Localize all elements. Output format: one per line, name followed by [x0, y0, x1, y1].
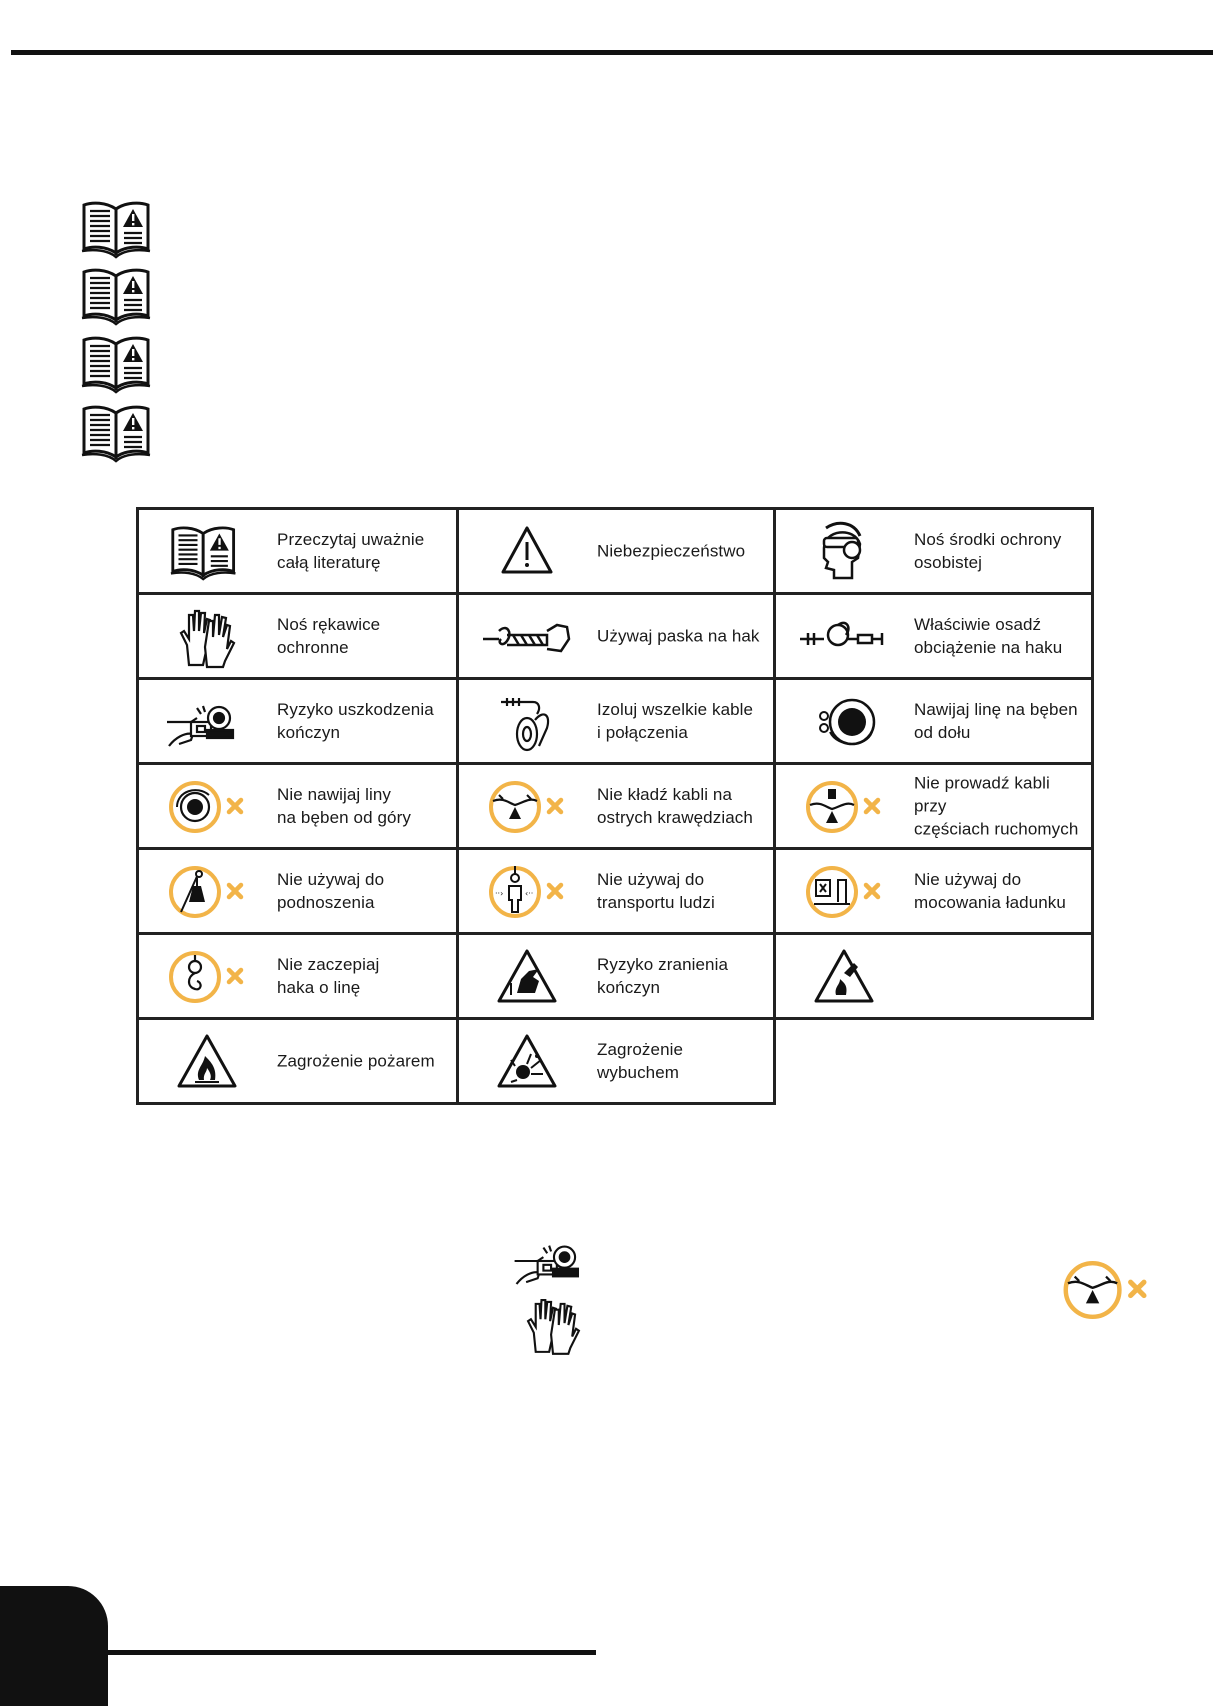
- gloves-icon: [157, 603, 257, 671]
- limb-injury-winch-icon: [505, 1228, 601, 1294]
- symbol-cell: [456, 507, 776, 595]
- symbol-cell: [773, 847, 1094, 935]
- symbol-cell: [456, 1017, 776, 1105]
- symbol-label: Zagrożenie pożarem: [277, 1051, 435, 1071]
- no-drum-top-icon: [157, 773, 257, 841]
- symbol-label: Nie używaj do mocowania ładunku: [914, 870, 1066, 912]
- no-load-securing-icon: [794, 858, 894, 926]
- symbol-cell: [773, 507, 1094, 595]
- symbol-label: Izoluj wszelkie kable i połączenia: [597, 700, 754, 742]
- read-manual-icon: [80, 199, 152, 259]
- page-corner-tab: [0, 1586, 108, 1706]
- symbol-label: Właściwie osadź obciążenie na haku: [914, 615, 1063, 657]
- symbol-cell: [456, 932, 776, 1020]
- no-people-transport-icon: [477, 858, 577, 926]
- symbol-cell: [773, 592, 1094, 680]
- insulate-cables-icon: [477, 688, 577, 756]
- top-rule: [11, 50, 1213, 55]
- symbol-cell: [456, 847, 776, 935]
- read-manual-icon: [80, 334, 152, 394]
- read-manual-icon: [80, 266, 152, 326]
- symbol-cell: [136, 592, 459, 680]
- no-sharp-edges-icon: [477, 773, 577, 841]
- symbol-label: Ryzyko zranienia kończyn: [597, 955, 729, 997]
- no-sharp-edges-icon: [1050, 1252, 1162, 1328]
- danger-warning-icon: [477, 518, 577, 586]
- symbol-label: Nawijaj linę na bęben od dołu: [914, 700, 1078, 742]
- symbol-label: Nie nawijaj liny na bęben od góry: [277, 785, 411, 827]
- no-lifting-icon: [157, 858, 257, 926]
- drum-bottom-icon: [794, 688, 894, 756]
- burn-warning-icon: [794, 943, 894, 1011]
- symbol-label: Zagrożenie wybuchem: [597, 1040, 684, 1082]
- svg-text:··›: ··›: [495, 889, 504, 898]
- symbol-label: Nie zaczepiaj haka o linę: [277, 955, 380, 997]
- bottom-rule: [100, 1650, 596, 1655]
- symbol-label: Noś rękawice ochronne: [277, 615, 381, 657]
- symbol-label: Używaj paska na hak: [597, 626, 760, 646]
- symbol-cell: [456, 762, 776, 850]
- gloves-icon: [505, 1290, 601, 1360]
- symbol-cell: [136, 932, 459, 1020]
- symbol-cell: [773, 677, 1094, 765]
- symbol-cell: [136, 1017, 459, 1105]
- svg-text:‹··: ‹··: [525, 889, 534, 898]
- protective-gear-icon: [794, 518, 894, 586]
- symbol-cell: [136, 507, 459, 595]
- symbol-label: Nie kładź kabli na ostrych krawędziach: [597, 785, 753, 827]
- symbol-cell: [773, 762, 1094, 850]
- symbol-label: Nie prowadź kabli przy częściach ruchomych: [914, 773, 1079, 839]
- symbols-table: [136, 507, 1094, 1105]
- symbol-label: Nie używaj do podnoszenia: [277, 870, 385, 912]
- symbol-cell: [773, 932, 1094, 1020]
- symbol-cell: [136, 762, 459, 850]
- symbol-label: Nie używaj do transportu ludzi: [597, 870, 715, 912]
- explosion-warning-icon: [477, 1028, 577, 1096]
- no-moving-parts-icon: [794, 773, 894, 841]
- hook-load-icon: [794, 603, 894, 671]
- limb-injury-winch-icon: [157, 688, 257, 756]
- fire-warning-icon: [157, 1028, 257, 1096]
- symbol-cell: [456, 592, 776, 680]
- read-manual-icon: [80, 403, 152, 463]
- hand-injury-warning-icon: [477, 943, 577, 1011]
- hook-strap-icon: [477, 603, 577, 671]
- symbol-label: Przeczytaj uważnie całą literaturę: [277, 530, 425, 572]
- symbol-label: Noś środki ochrony osobistej: [914, 530, 1062, 572]
- no-hook-on-line-icon: [157, 943, 257, 1011]
- read-manual-icon: [157, 518, 257, 586]
- symbol-cell: [456, 677, 776, 765]
- symbol-label: Niebezpieczeństwo: [597, 541, 746, 561]
- symbol-cell: [136, 677, 459, 765]
- symbol-cell: [136, 847, 459, 935]
- symbol-label: Ryzyko uszkodzenia kończyn: [277, 700, 434, 742]
